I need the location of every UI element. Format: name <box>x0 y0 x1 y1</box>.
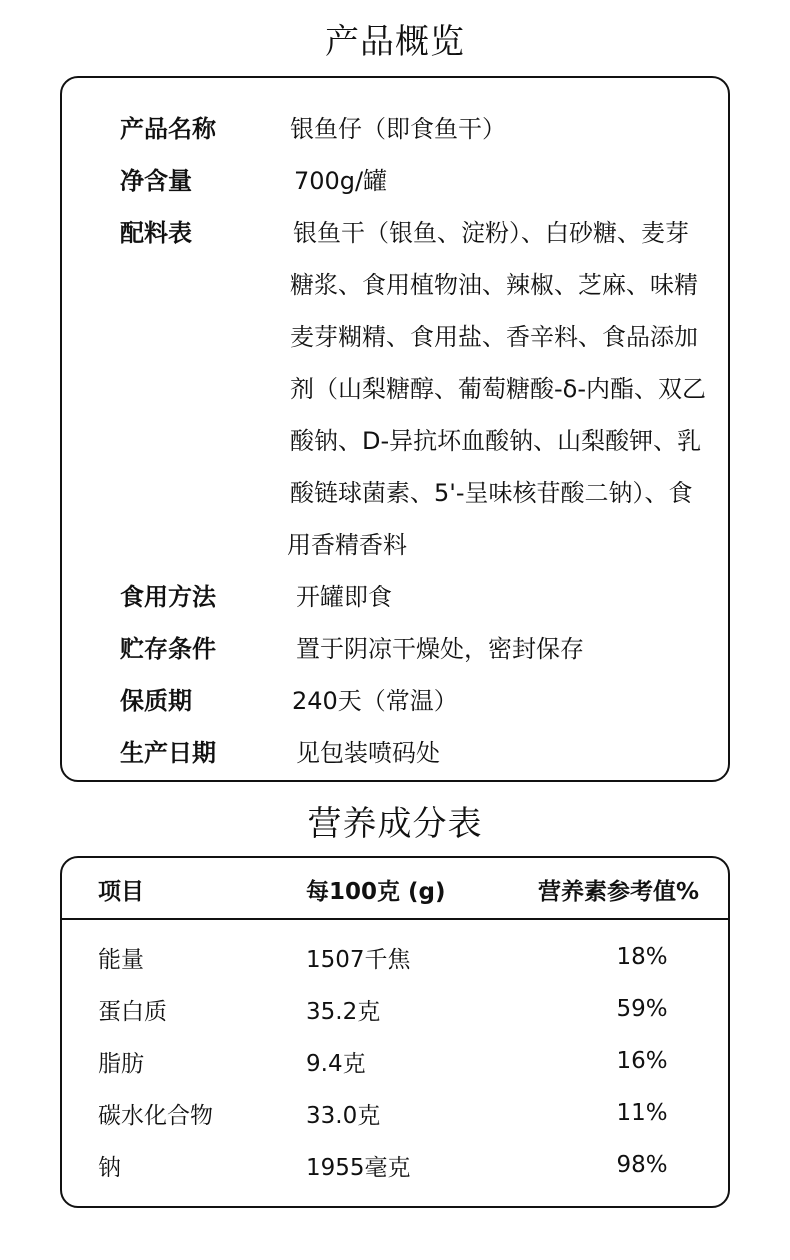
ingredients-line: 剂（山梨糖醇、葡萄糖酸-δ-内酯、双乙 <box>290 375 707 403</box>
nutrient-amount: 1507千焦 <box>306 947 411 973</box>
table-row <box>62 1098 728 1150</box>
nutrient-nrv: 11% <box>616 1100 668 1126</box>
usage-value: 开罐即食 <box>296 583 392 611</box>
ingredients-label: 配料表 <box>120 219 192 247</box>
storage-value: 置于阴凉干燥处，密封保存 <box>296 635 584 663</box>
production-date-label: 生产日期 <box>120 739 216 767</box>
nutrition-table <box>60 856 730 1208</box>
nutrition-title: 营养成分表 <box>307 804 483 844</box>
nutrient-nrv: 98% <box>616 1152 668 1178</box>
production-date-value: 见包装喷码处 <box>296 739 440 767</box>
ingredients-line: 糖浆、食用植物油、辣椒、芝麻、味精 <box>290 271 698 299</box>
nutrient-nrv: 59% <box>616 996 668 1022</box>
table-row <box>62 942 728 994</box>
net-content-value: 700g/罐 <box>294 167 388 195</box>
ingredients-value <box>287 207 706 571</box>
table-row <box>62 1046 728 1098</box>
nutrient-nrv: 18% <box>616 944 668 970</box>
nutrient-name: 钠 <box>98 1155 121 1181</box>
table-row <box>62 994 728 1046</box>
header-nrv: 营养素参考值% <box>538 879 700 905</box>
nutrient-nrv: 16% <box>616 1048 668 1074</box>
ingredients-line: 酸钠、D-异抗坏血酸钠、山梨酸钾、乳 <box>290 427 702 455</box>
shelf-life-value: 240天（常温） <box>292 687 458 715</box>
storage-label: 贮存条件 <box>120 635 216 663</box>
product-name-label: 产品名称 <box>120 115 216 143</box>
ingredients-line: 银鱼干（银鱼、淀粉）、白砂糖、麦芽 <box>293 219 689 247</box>
nutrient-name: 脂肪 <box>98 1051 144 1077</box>
ingredients-line: 用香精香料 <box>287 531 407 559</box>
ingredients-line: 麦芽糊精、食用盐、香辛料、食品添加 <box>290 323 698 351</box>
product-overview-panel <box>60 76 730 782</box>
table-header-divider <box>62 918 728 920</box>
nutrient-name: 能量 <box>98 947 144 973</box>
nutrient-name: 碳水化合物 <box>98 1103 213 1129</box>
nutrient-amount: 35.2克 <box>306 999 381 1025</box>
net-content-label: 净含量 <box>120 167 192 195</box>
nutrient-amount: 1955毫克 <box>306 1155 411 1181</box>
product-name-value: 银鱼仔（即食鱼干） <box>290 115 506 143</box>
shelf-life-label: 保质期 <box>120 687 192 715</box>
header-item: 项目 <box>98 879 144 905</box>
nutrient-amount: 33.0克 <box>306 1103 381 1129</box>
ingredients-line: 酸链球菌素、5'-呈味核苷酸二钠）、食 <box>290 479 693 507</box>
header-per-100g: 每100克 (g) <box>306 879 446 905</box>
nutrient-amount: 9.4克 <box>306 1051 366 1077</box>
usage-label: 食用方法 <box>120 583 216 611</box>
nutrient-name: 蛋白质 <box>98 999 167 1025</box>
table-row <box>62 1150 728 1202</box>
overview-title: 产品概览 <box>325 22 465 62</box>
